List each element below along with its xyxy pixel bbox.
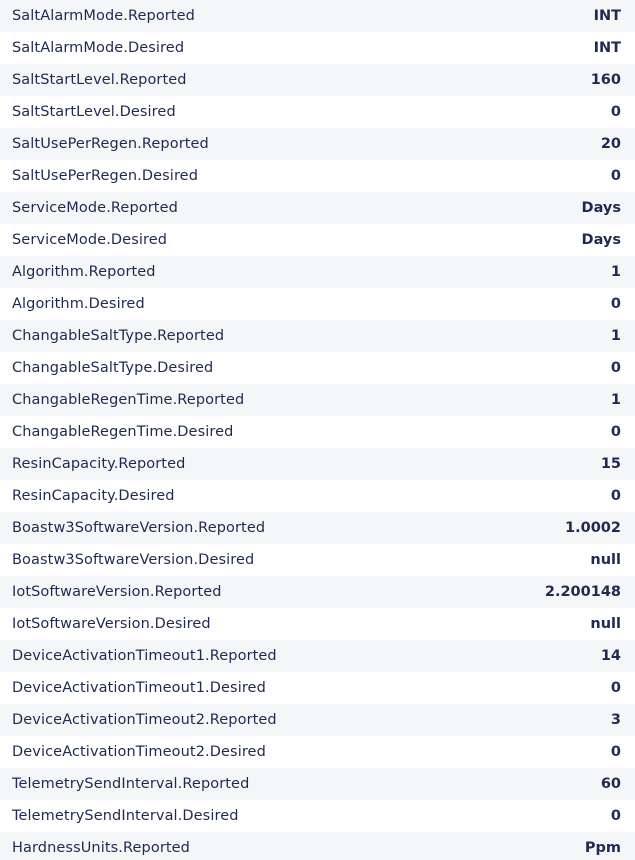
property-name: ServiceMode.Reported — [12, 200, 178, 216]
property-value: 60 — [600, 776, 621, 792]
property-value: 0 — [610, 744, 621, 760]
table-row — [0, 128, 635, 160]
property-value: INT — [593, 8, 621, 24]
property-value: 1.0002 — [565, 520, 621, 536]
property-value: 0 — [610, 296, 621, 312]
property-name: Algorithm.Desired — [12, 296, 145, 312]
table-row — [0, 288, 635, 320]
property-name: ServiceMode.Desired — [12, 232, 168, 248]
table-row — [0, 96, 635, 128]
table-row — [0, 192, 635, 224]
property-name: Boastw3SoftwareVersion.Desired — [12, 552, 255, 568]
property-name: IotSoftwareVersion.Reported — [12, 584, 222, 600]
table-row — [0, 800, 635, 832]
property-name: SaltStartLevel.Reported — [12, 72, 187, 88]
table-row — [0, 576, 635, 608]
property-name: ChangableRegenTime.Reported — [12, 392, 245, 408]
property-name: SaltAlarmMode.Reported — [12, 8, 195, 24]
property-name: SaltUsePerRegen.Desired — [12, 168, 199, 184]
table-row — [0, 224, 635, 256]
property-name: TelemetrySendInterval.Reported — [12, 776, 250, 792]
property-value: null — [590, 616, 621, 632]
property-value: 160 — [590, 72, 621, 88]
property-name: ResinCapacity.Reported — [12, 456, 186, 472]
table-row — [0, 608, 635, 640]
property-value: 20 — [600, 136, 621, 152]
table-row — [0, 480, 635, 512]
property-value: null — [590, 552, 621, 568]
table-row — [0, 160, 635, 192]
property-name: SaltAlarmMode.Desired — [12, 40, 185, 56]
table-row — [0, 768, 635, 800]
property-name: ChangableSaltType.Desired — [12, 360, 214, 376]
table-row — [0, 736, 635, 768]
property-value: 0 — [610, 360, 621, 376]
property-value: 0 — [610, 424, 621, 440]
table-row — [0, 32, 635, 64]
property-value: 0 — [610, 488, 621, 504]
property-value: 2.200148 — [544, 584, 621, 600]
table-row — [0, 64, 635, 96]
table-row — [0, 512, 635, 544]
table-row — [0, 0, 635, 32]
property-value: 14 — [600, 648, 621, 664]
table-row — [0, 256, 635, 288]
table-row — [0, 352, 635, 384]
property-name: ResinCapacity.Desired — [12, 488, 175, 504]
property-value: 1 — [610, 392, 621, 408]
property-name: IotSoftwareVersion.Desired — [12, 616, 211, 632]
property-name: HardnessUnits.Reported — [12, 840, 190, 856]
table-row — [0, 672, 635, 704]
property-name: SaltStartLevel.Desired — [12, 104, 176, 120]
table-row — [0, 832, 635, 860]
table-row — [0, 640, 635, 672]
property-value: 3 — [610, 712, 621, 728]
property-name: Boastw3SoftwareVersion.Reported — [12, 520, 266, 536]
property-value: 1 — [610, 328, 621, 344]
table-row — [0, 704, 635, 736]
property-value: Days — [581, 200, 621, 216]
property-value: INT — [593, 40, 621, 56]
property-name: SaltUsePerRegen.Reported — [12, 136, 209, 152]
property-value: 0 — [610, 808, 621, 824]
property-value: 1 — [610, 264, 621, 280]
property-value: 15 — [600, 456, 621, 472]
property-name: TelemetrySendInterval.Desired — [12, 808, 239, 824]
property-name: DeviceActivationTimeout1.Reported — [12, 648, 277, 664]
table-row — [0, 448, 635, 480]
property-name: Algorithm.Reported — [12, 264, 156, 280]
property-name: ChangableSaltType.Reported — [12, 328, 225, 344]
table-row — [0, 320, 635, 352]
property-value: 0 — [610, 680, 621, 696]
property-value: Days — [581, 232, 621, 248]
property-name: DeviceActivationTimeout2.Reported — [12, 712, 277, 728]
property-name: DeviceActivationTimeout1.Desired — [12, 680, 266, 696]
property-value: 0 — [610, 168, 621, 184]
property-value: Ppm — [584, 840, 621, 856]
table-row — [0, 384, 635, 416]
property-name: DeviceActivationTimeout2.Desired — [12, 744, 266, 760]
table-row — [0, 416, 635, 448]
property-name: ChangableRegenTime.Desired — [12, 424, 234, 440]
table-row — [0, 544, 635, 576]
property-value: 0 — [610, 104, 621, 120]
